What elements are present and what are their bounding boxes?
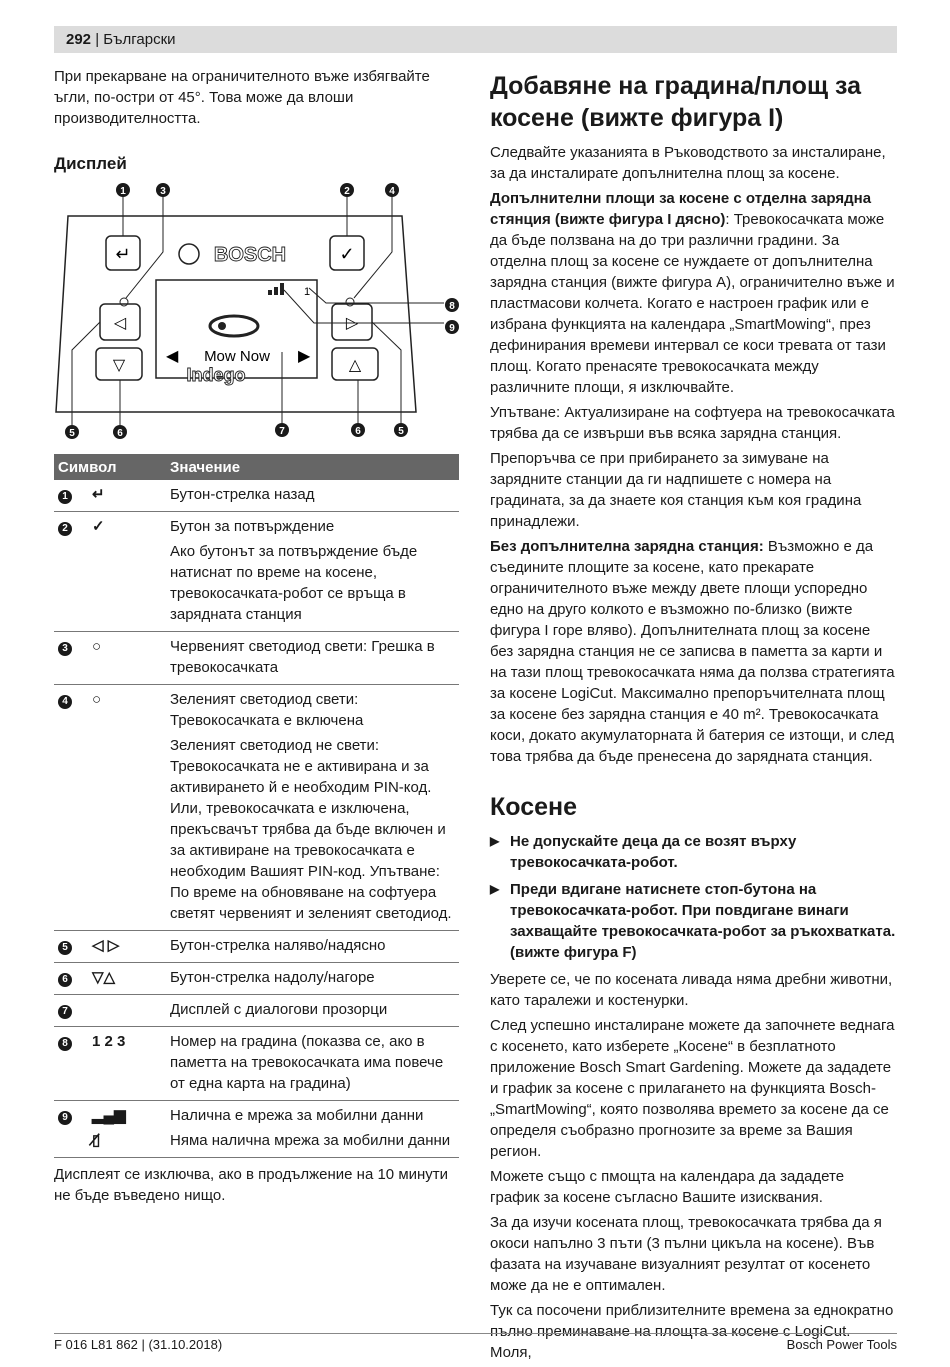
callout-6-left: 6 bbox=[117, 428, 123, 439]
page-header: 292 | Български bbox=[54, 26, 897, 53]
right-column bbox=[490, 66, 896, 1367]
svg-text:▽: ▽ bbox=[112, 357, 126, 374]
row-number bbox=[54, 995, 88, 1027]
brand-logo: BOSCH bbox=[213, 244, 287, 266]
row-symbol: ▂▄▆ bbox=[92, 1107, 126, 1124]
row-symbol: ↵ bbox=[88, 480, 166, 512]
row-symbol: ▯̸ bbox=[88, 1126, 166, 1158]
callout-number: 3 bbox=[58, 642, 72, 656]
table-row bbox=[54, 480, 459, 512]
callout-number: 2 bbox=[58, 522, 72, 536]
callout-5-right: 5 bbox=[398, 426, 404, 437]
svg-text:◁: ◁ bbox=[113, 315, 127, 332]
row-number bbox=[54, 931, 88, 963]
page-number: 292 bbox=[66, 31, 92, 48]
left-column bbox=[54, 66, 459, 1210]
row-meaning: Ако бутонът за потвърждение бъде натиснат по време на косене, тревокосачката-робот се връща в зарядната станция bbox=[166, 537, 459, 632]
table-row bbox=[54, 632, 459, 685]
red-led-icon bbox=[120, 298, 128, 306]
warning-bullet: ▶ Преди вдигане натиснете стоп-бутона на тревокосачката-робот. При повдигане винаги захващайте тревокосачката-робот за ръкохватката. (вижте фигура F) bbox=[490, 879, 896, 963]
section-title-garden: Добавяне на градина/площ за косене (вижте фигура I) bbox=[490, 72, 861, 132]
svg-text:↵: ↵ bbox=[115, 244, 131, 264]
outro-text: Дисплеят се изключва, ако в продължение на 10 минути не бъде въведено нищо. bbox=[54, 1166, 449, 1204]
table-row bbox=[54, 1027, 459, 1101]
row-meaning: Номер на градина (показва се, ако в паметта на тревокосачката има повече от една карта на градина) bbox=[166, 1027, 459, 1101]
row-symbol: ✓ bbox=[92, 518, 105, 535]
row-symbol: 1 2 3 bbox=[88, 1027, 166, 1101]
row-number bbox=[54, 1126, 88, 1158]
row-number bbox=[54, 731, 88, 931]
callout-number: 6 bbox=[58, 973, 72, 987]
callout-8: 8 bbox=[449, 301, 455, 312]
table-row bbox=[54, 537, 459, 632]
svg-text:✓: ✓ bbox=[339, 244, 355, 264]
page-footer bbox=[54, 1333, 897, 1352]
row-symbol bbox=[88, 537, 166, 632]
paragraph: Без допълнителна зарядна станция: Възможно е да съедините площите за косене, като прекарате ограничителното въже между двете площи успоредно едно на друго колкото е възможно по-близко (вижте фигура I горе вляво). Допълнителната площ за косене без зарядна станция не се записва в паметта за карти и на тази площ тревокосачката няма да ползва стратегията за косене LogiCut. Максимално препоръчителната площ за косене без зарядна станция е 40 m². Тревокосачката коси, докато акумулаторната й батерия се изтощи, и след това трябва да бъде пренесена до зарядната станция. bbox=[490, 538, 895, 765]
callout-number: 8 bbox=[58, 1037, 72, 1051]
row-number bbox=[54, 512, 88, 538]
row-symbol: ○ bbox=[92, 691, 102, 708]
warning-bullet: ▶ Не допускайте деца да се возят върху тревокосачката-робот. bbox=[490, 831, 896, 873]
table-row bbox=[54, 963, 459, 995]
table-row bbox=[54, 1126, 459, 1158]
callout-7: 7 bbox=[279, 426, 285, 437]
screen-text: Mow Now bbox=[204, 348, 270, 365]
display-illustration bbox=[54, 182, 459, 448]
table-row bbox=[54, 995, 459, 1027]
table-row bbox=[54, 931, 459, 963]
row-symbol: ▽△ bbox=[88, 963, 166, 995]
row-meaning: Бутон-стрелка наляво/надясно bbox=[166, 931, 459, 963]
row-meaning: Налична е мрежа за мобилни данни bbox=[170, 1107, 424, 1124]
table-row bbox=[54, 1101, 459, 1127]
symbol-header: Символ bbox=[54, 454, 166, 480]
footer-doc-id: F 016 L81 862 | (31.10.2018) bbox=[54, 1337, 223, 1352]
paragraph: Упътване: Актуализиране на софтуера на тревокосачката трябва да се извърши във всяка зарядна станция. bbox=[490, 404, 895, 442]
paragraph: Препоръчва се при прибирането за зимуване на зарядните станции да ги надпишете с номера на градината, за да знаете коя станция към коя градина принадлежи. bbox=[490, 450, 862, 530]
paragraph: Допълнителни площи за косене с отделна зарядна стянция (вижте фигура I дясно): Тревокосачката може да бъде ползвана на до три различни градини. За отделна площ за косене се нуждаете от допълнителна зарядна станция (вижте фигура A), ограничително въже и пластмасови колчета. Когато е настроен график или е избрана функцията на календара „SmartMowing“, през дефинирания времеви интервал се коси тревата от тази площ. Когато пренасяте тревокосачката между различните площи, я изключвайте. bbox=[490, 190, 895, 396]
svg-text:▶: ▶ bbox=[298, 348, 311, 365]
svg-text:▷: ▷ bbox=[345, 315, 359, 332]
row-number bbox=[54, 685, 88, 732]
symbol-table bbox=[54, 454, 459, 1158]
row-meaning: Дисплей с диалогови прозорци bbox=[166, 995, 459, 1027]
row-number bbox=[54, 632, 88, 685]
paragraph: Следвайте указанията в Ръководството за инсталиране, за да инсталирате допълнителна площ за косене. bbox=[490, 144, 886, 182]
paragraph: Уверете се, че по косената ливада няма дребни животни, като таралежи и костенурки. bbox=[490, 971, 893, 1009]
paragraph: За да изучи косената площ, тревокосачката трябва да я окоси напълно 3 пъти (3 пълни цикъла на косене). Във фазата на изучаване визуалният резултат от косенето може да не е оптимален. bbox=[490, 1214, 882, 1294]
callout-number: 7 bbox=[58, 1005, 72, 1019]
bold-lead: Без допълнителна зарядна станция: bbox=[490, 538, 764, 555]
green-led-icon bbox=[346, 298, 354, 306]
footer-brand: Bosch Power Tools bbox=[786, 1337, 897, 1352]
meaning-header: Значение bbox=[166, 454, 459, 480]
callout-3: 3 bbox=[160, 186, 166, 197]
callout-4: 4 bbox=[389, 186, 395, 197]
garden-number: 1 bbox=[304, 286, 311, 298]
display-diagram bbox=[54, 182, 459, 448]
callout-number: 1 bbox=[58, 490, 72, 504]
row-number bbox=[54, 537, 88, 632]
bold-lead: Допълнителни площи за косене с отделна зарядна стянция (вижте фигура I дясно) bbox=[490, 190, 872, 228]
row-symbol: ◁ ▷ bbox=[88, 931, 166, 963]
callout-number: 9 bbox=[58, 1111, 72, 1125]
callout-number: 5 bbox=[58, 941, 72, 955]
display-heading: Дисплей bbox=[54, 154, 127, 173]
row-meaning: Червеният светодиод свети: Грешка в тревокосачката bbox=[166, 632, 459, 685]
row-number bbox=[54, 963, 88, 995]
callout-5-left: 5 bbox=[69, 428, 75, 439]
callout-6-right: 6 bbox=[355, 426, 361, 437]
row-meaning: Бутон-стрелка надолу/нагоре bbox=[166, 963, 459, 995]
paragraph: Можете също с пмощта на календара да зададете график за косене съгласно Вашите изисквания. bbox=[490, 1168, 845, 1206]
row-meaning: Бутон-стрелка назад bbox=[166, 480, 459, 512]
row-number bbox=[54, 1027, 88, 1101]
intro-text: При прекарване на ограничителното въже избягвайте ъгли, по-остри от 45°. Това може да влоши производителността. bbox=[54, 68, 430, 127]
row-number bbox=[54, 1101, 88, 1127]
mower-icon bbox=[210, 316, 258, 336]
row-meaning: Зеленият светодиод не свети: Тревокосачката не е активирана и за активирането й е необходим PIN-код. Или, тревокосачката е изключена, прекъсвачът трябва да бъде включен и за активиране на тревокосачката е необходим Вашият PIN-код. Упътване: По време на обновяване на софтуера светят червеният и зеленият светодиод. bbox=[166, 731, 459, 931]
row-meaning: Бутон за потвърждение bbox=[170, 518, 335, 535]
symbol-table-body bbox=[54, 480, 459, 1158]
row-symbol bbox=[88, 731, 166, 931]
svg-text:◀: ◀ bbox=[166, 348, 179, 365]
paragraph: Тук са посочени приблизителните времена за еднократно пълно преминаване на площта за косене с LogiCut. Моля, bbox=[490, 1302, 894, 1361]
header-language: Български bbox=[103, 31, 176, 48]
callout-number: 4 bbox=[58, 695, 72, 709]
callout-9: 9 bbox=[449, 323, 455, 334]
table-row bbox=[54, 685, 459, 732]
callout-1: 1 bbox=[120, 186, 126, 197]
row-number bbox=[54, 480, 88, 512]
row-meaning: Няма налична мрежа за мобилни данни bbox=[166, 1126, 459, 1158]
bosch-logo-icon bbox=[179, 244, 199, 264]
callout-2: 2 bbox=[344, 186, 350, 197]
table-row bbox=[54, 512, 459, 538]
row-meaning: Зеленият светодиод свети: Тревокосачката е включена bbox=[170, 691, 364, 729]
product-logo: Indego bbox=[186, 365, 246, 385]
row-symbol: ○ bbox=[88, 632, 166, 685]
table-row bbox=[54, 731, 459, 931]
paragraph: След успешно инсталиране можете да започнете веднага с косенето, като изберете „Косене“ в безплатното приложение Bosch Smart Gardening. Можете да зададете и график за косене с прилагането на функцията Bosch-„SmartMowing“, която позволява времето за косене да се определя съобразно прогнозите за време за Вашия регион. bbox=[490, 1017, 895, 1160]
row-symbol bbox=[88, 995, 166, 1027]
section-title-mowing: Косене bbox=[490, 793, 578, 821]
svg-text:△: △ bbox=[348, 357, 362, 374]
